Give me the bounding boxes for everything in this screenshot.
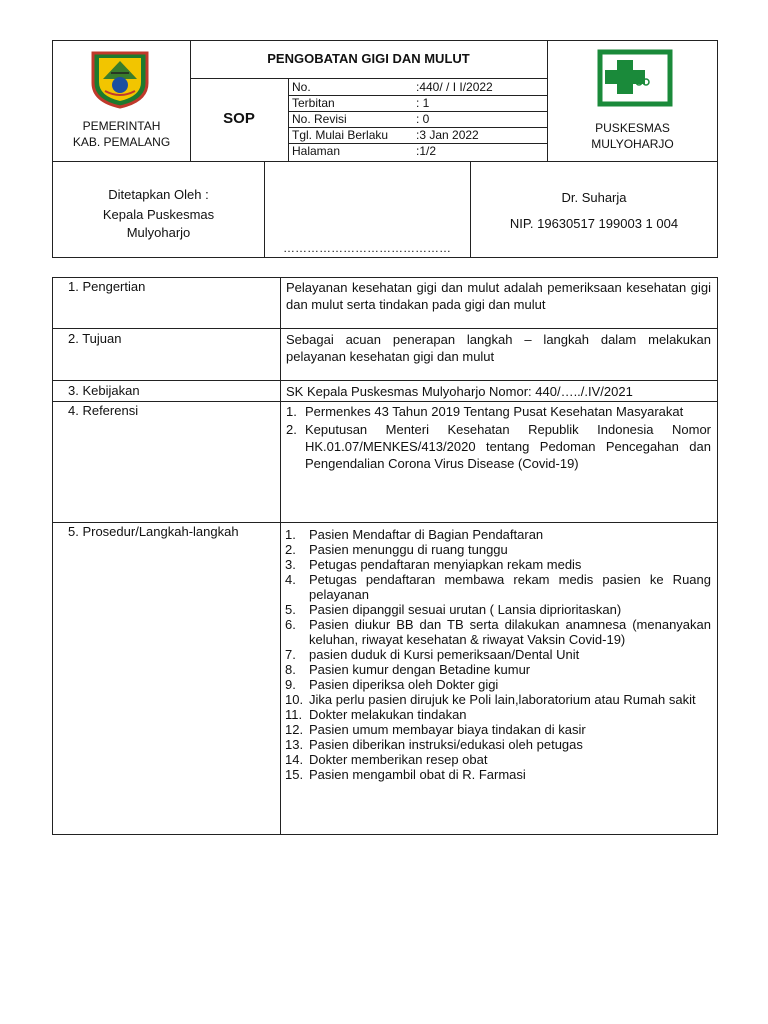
signer-nip: NIP. 19630517 199003 1 004 bbox=[509, 216, 679, 231]
sop-content-table bbox=[52, 277, 718, 835]
list-item: 4. Petugas pendaftaran membawa rekam medis pasien ke Ruang pelayanan bbox=[285, 572, 711, 602]
section-label-prosedur: 5. Prosedur/Langkah-langkah bbox=[68, 524, 239, 539]
divider bbox=[53, 380, 718, 381]
document-title: PENGOBATAN GIGI DAN MULUT bbox=[267, 51, 470, 66]
divider bbox=[53, 522, 718, 523]
meta-row-halaman: Halaman :1/2 bbox=[292, 144, 437, 158]
puskesmas-green-cross-logo-icon bbox=[597, 48, 673, 108]
list-item: 11. Dokter melakukan tindakan bbox=[285, 707, 467, 722]
list-item: 2. Pasien menunggu di ruang tunggu bbox=[285, 542, 508, 557]
section-label-pengertian: 1. Pengertian bbox=[68, 279, 146, 294]
signature-placeholder: …………………………………… bbox=[283, 241, 451, 255]
section-prosedur-list bbox=[283, 527, 711, 782]
section-label-kebijakan: 3. Kebijakan bbox=[68, 383, 140, 398]
sop-header-table bbox=[52, 40, 718, 258]
list-item: 15. Pasien mengambil obat di R. Farmasi bbox=[285, 767, 526, 782]
divider bbox=[280, 278, 281, 835]
divider bbox=[470, 161, 471, 258]
section-referensi-list bbox=[286, 403, 711, 472]
meta-row-tanggal: Tgl. Mulai Berlaku :3 Jan 2022 bbox=[292, 128, 479, 142]
pemalang-regency-emblem-icon bbox=[89, 49, 151, 109]
section-label-referensi: 4. Referensi bbox=[68, 403, 139, 418]
sop-label: SOP bbox=[223, 110, 255, 127]
list-item: 3. Petugas pendaftaran menyiapkan rekam medis bbox=[285, 557, 582, 572]
signer-name: Dr. Suharja bbox=[561, 190, 627, 205]
right-org-line2: MULYOHARJO bbox=[591, 137, 674, 151]
list-item: 10. Jika perlu pasien dirujuk ke Poli lain,laboratorium atau Rumah sakit bbox=[285, 692, 696, 707]
ditetapkan-place: Mulyoharjo bbox=[126, 225, 191, 240]
right-org-line1: PUSKESMAS bbox=[595, 121, 670, 135]
list-item: 8. Pasien kumur dengan Betadine kumur bbox=[285, 662, 531, 677]
section-text-tujuan: Sebagai acuan penerapan langkah – langkah dalam melakukan pelayanan kesehatan gigi dan mulut bbox=[286, 332, 711, 364]
list-item: 13. Pasien diberikan instruksi/edukasi oleh petugas bbox=[285, 737, 583, 752]
ditetapkan-label: Ditetapkan Oleh : bbox=[108, 187, 209, 202]
divider bbox=[53, 401, 718, 402]
meta-row-no: No. :440/ / I I/2022 bbox=[292, 80, 493, 94]
left-org-line2: KAB. PEMALANG bbox=[72, 135, 171, 149]
list-item: 7. pasien duduk di Kursi pemeriksaan/Dental Unit bbox=[285, 647, 580, 662]
section-label-tujuan: 2. Tujuan bbox=[68, 331, 122, 346]
section-text-kebijakan: SK Kepala Puskesmas Mulyoharjo Nomor: 440/…../.IV/2021 bbox=[286, 384, 633, 399]
meta-row-revisi: No. Revisi : 0 bbox=[292, 112, 430, 126]
list-item: 9. Pasien diperiksa oleh Dokter gigi bbox=[285, 677, 499, 692]
meta-row-terbitan: Terbitan : 1 bbox=[292, 96, 430, 110]
list-item: 1. Permenkes 43 Tahun 2019 Tentang Pusat Kesehatan Masyarakat bbox=[286, 404, 684, 419]
list-item: 14. Dokter memberikan resep obat bbox=[285, 752, 488, 767]
section-text-pengertian: Pelayanan kesehatan gigi dan mulut adalah pemeriksaan kesehatan gigi dan mulut serta tindakan pada gigi dan mulut bbox=[286, 280, 711, 312]
list-item: 1. Pasien Mendaftar di Bagian Pendaftaran bbox=[285, 527, 544, 542]
list-item: 12. Pasien umum membayar biaya tindakan di kasir bbox=[285, 722, 586, 737]
divider bbox=[53, 328, 718, 329]
list-item: 2. Keputusan Menteri Kesehatan Republik Indonesia Nomor HK.01.07/MENKES/413/2020 tentang Pedoman Pencegahan dan Pengendalian Corona Virus Disease (Covid-19) bbox=[286, 422, 711, 471]
ditetapkan-position: Kepala Puskesmas bbox=[102, 207, 215, 222]
list-item: 5. Pasien dipanggil sesuai urutan ( Lansia diprioritaskan) bbox=[285, 602, 622, 617]
divider bbox=[53, 161, 718, 162]
list-item: 6. Pasien diukur BB dan TB serta dilakukan anamnesa (menanyakan keluhan, riwayat kesehatan & riwayat Vaksin Covid-19) bbox=[285, 617, 711, 647]
left-org-line1: PEMERINTAH bbox=[82, 119, 161, 133]
